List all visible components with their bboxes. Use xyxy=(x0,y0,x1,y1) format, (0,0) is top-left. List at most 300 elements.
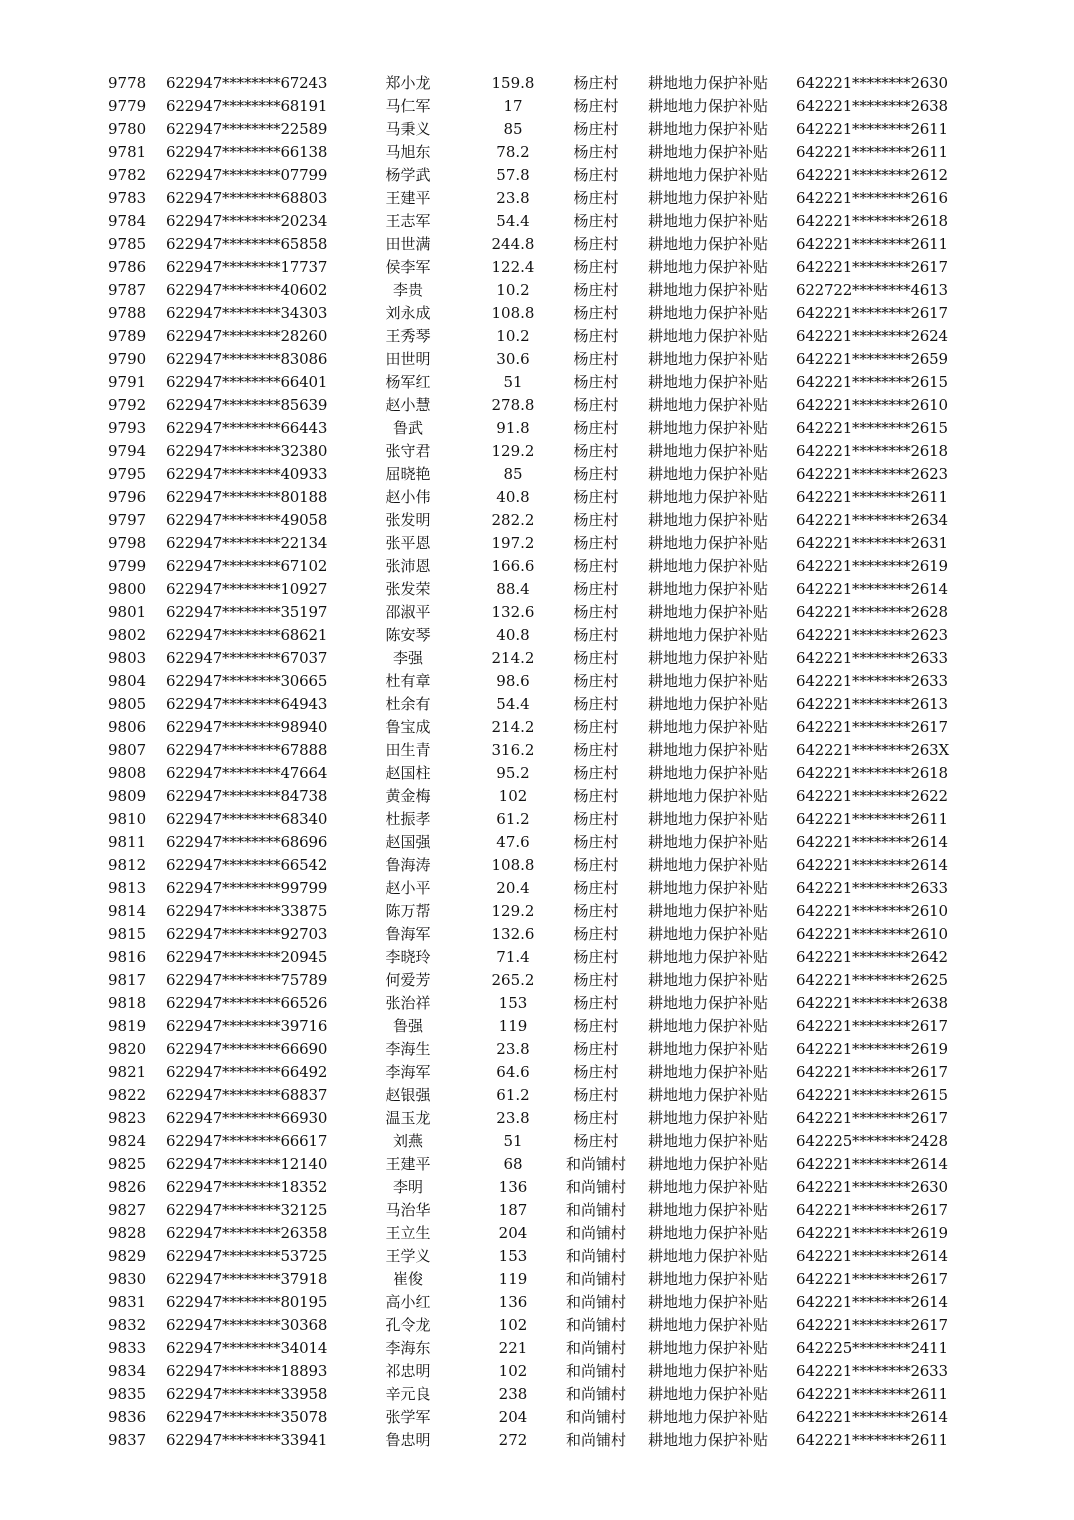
bank-account: 622947********12140 xyxy=(166,1155,328,1173)
subsidy-type: 耕地地力保护补贴 xyxy=(647,465,768,483)
bank-account: 622947********30368 xyxy=(166,1316,328,1334)
table-row xyxy=(0,1199,1074,1222)
serial-number: 9825 xyxy=(108,1155,147,1173)
village: 杨庄村 xyxy=(573,580,619,598)
subsidy-type: 耕地地力保护补贴 xyxy=(647,304,768,322)
subsidy-amount: 214.2 xyxy=(491,718,535,736)
id-number: 642221********2615 xyxy=(796,1086,948,1104)
bank-account: 622947********66542 xyxy=(166,856,328,874)
subsidy-type: 耕地地力保护补贴 xyxy=(647,97,768,115)
subsidy-amount: 204 xyxy=(498,1408,528,1426)
serial-number: 9826 xyxy=(108,1178,147,1196)
bank-account: 622947********40602 xyxy=(166,281,328,299)
bank-account: 622947********84738 xyxy=(166,787,328,805)
subsidy-type: 耕地地力保护补贴 xyxy=(647,1339,768,1357)
bank-account: 622947********83086 xyxy=(166,350,328,368)
recipient-name: 李海军 xyxy=(385,1063,431,1081)
bank-account: 622947********18352 xyxy=(166,1178,328,1196)
recipient-name: 崔俊 xyxy=(392,1270,423,1288)
subsidy-type: 耕地地力保护补贴 xyxy=(647,948,768,966)
subsidy-amount: 51 xyxy=(503,373,523,391)
subsidy-amount: 102 xyxy=(498,1316,528,1334)
bank-account: 622947********22589 xyxy=(166,120,328,138)
subsidy-amount: 78.2 xyxy=(496,143,530,161)
village: 和尚铺村 xyxy=(565,1362,626,1380)
village: 杨庄村 xyxy=(573,557,619,575)
serial-number: 9793 xyxy=(108,419,147,437)
village: 和尚铺村 xyxy=(565,1385,626,1403)
subsidy-type: 耕地地力保护补贴 xyxy=(647,649,768,667)
id-number: 642221********2623 xyxy=(796,465,948,483)
table-row xyxy=(0,946,1074,969)
recipient-name: 屈晓艳 xyxy=(385,465,431,483)
table-row xyxy=(0,1360,1074,1383)
village: 和尚铺村 xyxy=(565,1155,626,1173)
id-number: 642221********2614 xyxy=(796,1155,948,1173)
subsidy-amount: 40.8 xyxy=(496,488,530,506)
bank-account: 622947********67037 xyxy=(166,649,328,667)
id-number: 642221********2611 xyxy=(796,1431,948,1449)
serial-number: 9834 xyxy=(108,1362,147,1380)
id-number: 642221********2611 xyxy=(796,235,948,253)
subsidy-type: 耕地地力保护补贴 xyxy=(647,971,768,989)
serial-number: 9829 xyxy=(108,1247,147,1265)
recipient-name: 王秀琴 xyxy=(385,327,431,345)
serial-number: 9794 xyxy=(108,442,147,460)
recipient-name: 王建平 xyxy=(385,189,431,207)
subsidy-amount: 132.6 xyxy=(491,603,535,621)
id-number: 642221********2638 xyxy=(796,994,948,1012)
subsidy-type: 耕地地力保护补贴 xyxy=(647,1293,768,1311)
table-row xyxy=(0,325,1074,348)
serial-number: 9820 xyxy=(108,1040,147,1058)
recipient-name: 张学军 xyxy=(385,1408,431,1426)
subsidy-amount: 17 xyxy=(503,97,523,115)
subsidy-type: 耕地地力保护补贴 xyxy=(647,74,768,92)
serial-number: 9801 xyxy=(108,603,147,621)
table-row xyxy=(0,831,1074,854)
serial-number: 9778 xyxy=(108,74,147,92)
id-number: 642221********2638 xyxy=(796,97,948,115)
village: 杨庄村 xyxy=(573,1109,619,1127)
recipient-name: 温玉龙 xyxy=(385,1109,431,1127)
serial-number: 9791 xyxy=(108,373,147,391)
table-row xyxy=(0,555,1074,578)
serial-number: 9811 xyxy=(108,833,147,851)
bank-account: 622947********66526 xyxy=(166,994,328,1012)
recipient-name: 李明 xyxy=(392,1178,423,1196)
id-number: 642225********2411 xyxy=(796,1339,948,1357)
recipient-name: 王立生 xyxy=(385,1224,431,1242)
village: 杨庄村 xyxy=(573,649,619,667)
recipient-name: 马仁军 xyxy=(385,97,431,115)
id-number: 642221********2611 xyxy=(796,143,948,161)
subsidy-amount: 71.4 xyxy=(496,948,530,966)
serial-number: 9785 xyxy=(108,235,147,253)
village: 杨庄村 xyxy=(573,511,619,529)
village: 杨庄村 xyxy=(573,396,619,414)
table-row xyxy=(0,900,1074,923)
recipient-name: 鲁武 xyxy=(392,419,423,437)
village: 杨庄村 xyxy=(573,879,619,897)
village: 杨庄村 xyxy=(573,994,619,1012)
id-number: 642221********263X xyxy=(796,741,949,759)
bank-account: 622947********34303 xyxy=(166,304,328,322)
subsidy-amount: 10.2 xyxy=(496,281,530,299)
id-number: 642221********2634 xyxy=(796,511,948,529)
subsidy-type: 耕地地力保护补贴 xyxy=(647,1362,768,1380)
bank-account: 622947********28260 xyxy=(166,327,328,345)
serial-number: 9827 xyxy=(108,1201,147,1219)
id-number: 642221********2614 xyxy=(796,856,948,874)
subsidy-amount: 23.8 xyxy=(496,1109,530,1127)
recipient-name: 赵国柱 xyxy=(385,764,431,782)
table-row xyxy=(0,187,1074,210)
bank-account: 622947********66401 xyxy=(166,373,328,391)
table-row xyxy=(0,440,1074,463)
subsidy-amount: 54.4 xyxy=(496,212,530,230)
bank-account: 622947********68621 xyxy=(166,626,328,644)
subsidy-amount: 88.4 xyxy=(496,580,530,598)
recipient-name: 张沛恩 xyxy=(385,557,431,575)
village: 杨庄村 xyxy=(573,603,619,621)
serial-number: 9784 xyxy=(108,212,147,230)
id-number: 642221********2619 xyxy=(796,557,948,575)
id-number: 642221********2633 xyxy=(796,1362,948,1380)
recipient-name: 何爱芳 xyxy=(385,971,431,989)
recipient-name: 李海东 xyxy=(385,1339,431,1357)
recipient-name: 张发明 xyxy=(385,511,431,529)
id-number: 642221********2614 xyxy=(796,580,948,598)
subsidy-amount: 102 xyxy=(498,1362,528,1380)
table-row xyxy=(0,302,1074,325)
village: 杨庄村 xyxy=(573,281,619,299)
table-row xyxy=(0,1015,1074,1038)
id-number: 642221********2633 xyxy=(796,672,948,690)
table-row xyxy=(0,1222,1074,1245)
bank-account: 622947********47664 xyxy=(166,764,328,782)
subsidy-type: 耕地地力保护补贴 xyxy=(647,994,768,1012)
village: 杨庄村 xyxy=(573,350,619,368)
village: 杨庄村 xyxy=(573,235,619,253)
subsidy-amount: 316.2 xyxy=(491,741,535,759)
bank-account: 622947********68803 xyxy=(166,189,328,207)
recipient-name: 陈万帮 xyxy=(385,902,431,920)
subsidy-amount: 68 xyxy=(503,1155,523,1173)
subsidy-type: 耕地地力保护补贴 xyxy=(647,327,768,345)
subsidy-type: 耕地地力保护补贴 xyxy=(647,626,768,644)
village: 杨庄村 xyxy=(573,925,619,943)
subsidy-type: 耕地地力保护补贴 xyxy=(647,511,768,529)
id-number: 642221********2618 xyxy=(796,442,948,460)
table-row xyxy=(0,601,1074,624)
village: 和尚铺村 xyxy=(565,1247,626,1265)
bank-account: 622947********32125 xyxy=(166,1201,328,1219)
serial-number: 9810 xyxy=(108,810,147,828)
serial-number: 9828 xyxy=(108,1224,147,1242)
bank-account: 622947********34014 xyxy=(166,1339,328,1357)
subsidy-type: 耕地地力保护补贴 xyxy=(647,1063,768,1081)
recipient-name: 鲁海军 xyxy=(385,925,431,943)
serial-number: 9783 xyxy=(108,189,147,207)
table-row xyxy=(0,509,1074,532)
bank-account: 622947********65858 xyxy=(166,235,328,253)
subsidy-amount: 136 xyxy=(498,1293,528,1311)
subsidy-type: 耕地地力保护补贴 xyxy=(647,925,768,943)
id-number: 642221********2613 xyxy=(796,695,948,713)
subsidy-amount: 30.6 xyxy=(496,350,530,368)
bank-account: 622947********40933 xyxy=(166,465,328,483)
subsidy-type: 耕地地力保护补贴 xyxy=(647,1040,768,1058)
recipient-name: 田生青 xyxy=(385,741,431,759)
serial-number: 9796 xyxy=(108,488,147,506)
id-number: 642221********2614 xyxy=(796,1293,948,1311)
subsidy-type: 耕地地力保护补贴 xyxy=(647,672,768,690)
bank-account: 622947********33875 xyxy=(166,902,328,920)
table-row xyxy=(0,164,1074,187)
subsidy-amount: 272 xyxy=(498,1431,528,1449)
id-number: 642221********2617 xyxy=(796,304,948,322)
subsidy-amount: 214.2 xyxy=(491,649,535,667)
village: 和尚铺村 xyxy=(565,1224,626,1242)
table-row xyxy=(0,923,1074,946)
table-row xyxy=(0,693,1074,716)
recipient-name: 王志军 xyxy=(385,212,431,230)
bank-account: 622947********66930 xyxy=(166,1109,328,1127)
bank-account: 622947********67102 xyxy=(166,557,328,575)
recipient-name: 孔令龙 xyxy=(385,1316,431,1334)
id-number: 642221********2623 xyxy=(796,626,948,644)
table-row xyxy=(0,463,1074,486)
bank-account: 622947********49058 xyxy=(166,511,328,529)
serial-number: 9831 xyxy=(108,1293,147,1311)
id-number: 642221********2624 xyxy=(796,327,948,345)
table-row xyxy=(0,118,1074,141)
serial-number: 9806 xyxy=(108,718,147,736)
id-number: 642221********2617 xyxy=(796,1201,948,1219)
village: 杨庄村 xyxy=(573,1132,619,1150)
table-row xyxy=(0,969,1074,992)
serial-number: 9814 xyxy=(108,902,147,920)
id-number: 642221********2614 xyxy=(796,833,948,851)
serial-number: 9830 xyxy=(108,1270,147,1288)
village: 和尚铺村 xyxy=(565,1339,626,1357)
bank-account: 622947********66690 xyxy=(166,1040,328,1058)
bank-account: 622947********68340 xyxy=(166,810,328,828)
recipient-name: 赵银强 xyxy=(385,1086,431,1104)
bank-account: 622947********33941 xyxy=(166,1431,328,1449)
village: 杨庄村 xyxy=(573,97,619,115)
subsidy-amount: 85 xyxy=(503,465,523,483)
village: 杨庄村 xyxy=(573,258,619,276)
serial-number: 9802 xyxy=(108,626,147,644)
subsidy-type: 耕地地力保护补贴 xyxy=(647,902,768,920)
recipient-name: 侯李军 xyxy=(385,258,431,276)
table-row xyxy=(0,1383,1074,1406)
subsidy-amount: 132.6 xyxy=(491,925,535,943)
table-row xyxy=(0,72,1074,95)
id-number: 642221********2610 xyxy=(796,396,948,414)
bank-account: 622947********30665 xyxy=(166,672,328,690)
serial-number: 9789 xyxy=(108,327,147,345)
subsidy-type: 耕地地力保护补贴 xyxy=(647,1431,768,1449)
village: 杨庄村 xyxy=(573,741,619,759)
subsidy-type: 耕地地力保护补贴 xyxy=(647,120,768,138)
recipient-name: 邵淑平 xyxy=(385,603,431,621)
village: 杨庄村 xyxy=(573,166,619,184)
id-number: 642221********2618 xyxy=(796,764,948,782)
id-number: 642221********2633 xyxy=(796,649,948,667)
subsidy-type: 耕地地力保护补贴 xyxy=(647,350,768,368)
table-row xyxy=(0,1107,1074,1130)
table-row xyxy=(0,1291,1074,1314)
subsidy-amount: 57.8 xyxy=(496,166,530,184)
subsidy-amount: 98.6 xyxy=(496,672,530,690)
table-row xyxy=(0,647,1074,670)
village: 杨庄村 xyxy=(573,1086,619,1104)
table-row xyxy=(0,95,1074,118)
table-row xyxy=(0,371,1074,394)
table-row xyxy=(0,762,1074,785)
bank-account: 622947********67243 xyxy=(166,74,328,92)
subsidy-type: 耕地地力保护补贴 xyxy=(647,1408,768,1426)
id-number: 642221********2615 xyxy=(796,419,948,437)
subsidy-amount: 51 xyxy=(503,1132,523,1150)
table-row xyxy=(0,1176,1074,1199)
bank-account: 622947********85639 xyxy=(166,396,328,414)
serial-number: 9781 xyxy=(108,143,147,161)
serial-number: 9809 xyxy=(108,787,147,805)
id-number: 642221********2633 xyxy=(796,879,948,897)
id-number: 642221********2619 xyxy=(796,1224,948,1242)
bank-account: 622947********64943 xyxy=(166,695,328,713)
subsidy-amount: 197.2 xyxy=(491,534,535,552)
id-number: 642221********2631 xyxy=(796,534,948,552)
serial-number: 9782 xyxy=(108,166,147,184)
id-number: 642221********2619 xyxy=(796,1040,948,1058)
village: 杨庄村 xyxy=(573,971,619,989)
subsidy-amount: 129.2 xyxy=(491,902,535,920)
serial-number: 9803 xyxy=(108,649,147,667)
serial-number: 9817 xyxy=(108,971,147,989)
id-number: 642221********2611 xyxy=(796,1385,948,1403)
village: 杨庄村 xyxy=(573,718,619,736)
bank-account: 622947********98940 xyxy=(166,718,328,736)
bank-account: 622947********53725 xyxy=(166,1247,328,1265)
village: 和尚铺村 xyxy=(565,1408,626,1426)
subsidy-amount: 61.2 xyxy=(496,1086,530,1104)
bank-account: 622947********20945 xyxy=(166,948,328,966)
id-number: 642225********2428 xyxy=(796,1132,948,1150)
subsidy-amount: 238 xyxy=(498,1385,528,1403)
village: 杨庄村 xyxy=(573,74,619,92)
bank-account: 622947********20234 xyxy=(166,212,328,230)
id-number: 642221********2628 xyxy=(796,603,948,621)
serial-number: 9800 xyxy=(108,580,147,598)
bank-account: 622947********80188 xyxy=(166,488,328,506)
bank-account: 622947********35078 xyxy=(166,1408,328,1426)
subsidy-type: 耕地地力保护补贴 xyxy=(647,419,768,437)
subsidy-amount: 221 xyxy=(498,1339,528,1357)
subsidy-amount: 108.8 xyxy=(491,856,535,874)
bank-account: 622947********66443 xyxy=(166,419,328,437)
subsidy-type: 耕地地力保护补贴 xyxy=(647,1132,768,1150)
subsidy-type: 耕地地力保护补贴 xyxy=(647,1155,768,1173)
table-row xyxy=(0,808,1074,831)
table-row xyxy=(0,1153,1074,1176)
recipient-name: 马旭东 xyxy=(385,143,431,161)
id-number: 642221********2617 xyxy=(796,1063,948,1081)
village: 杨庄村 xyxy=(573,672,619,690)
subsidy-type: 耕地地力保护补贴 xyxy=(647,1017,768,1035)
subsidy-type: 耕地地力保护补贴 xyxy=(647,1109,768,1127)
bank-account: 622947********68837 xyxy=(166,1086,328,1104)
recipient-name: 王建平 xyxy=(385,1155,431,1173)
subsidy-type: 耕地地力保护补贴 xyxy=(647,879,768,897)
id-number: 642221********2630 xyxy=(796,74,948,92)
recipient-name: 赵小平 xyxy=(385,879,431,897)
id-number: 642221********2612 xyxy=(796,166,948,184)
subsidy-type: 耕地地力保护补贴 xyxy=(647,1385,768,1403)
subsidy-type: 耕地地力保护补贴 xyxy=(647,787,768,805)
recipient-name: 陈安琴 xyxy=(385,626,431,644)
id-number: 642221********2616 xyxy=(796,189,948,207)
subsidy-amount: 54.4 xyxy=(496,695,530,713)
recipient-name: 辛元良 xyxy=(385,1385,431,1403)
village: 杨庄村 xyxy=(573,442,619,460)
serial-number: 9808 xyxy=(108,764,147,782)
recipient-name: 鲁宝成 xyxy=(385,718,431,736)
table-row xyxy=(0,1337,1074,1360)
subsidy-type: 耕地地力保护补贴 xyxy=(647,695,768,713)
subsidy-table xyxy=(0,72,1074,1452)
subsidy-amount: 119 xyxy=(498,1270,528,1288)
subsidy-type: 耕地地力保护补贴 xyxy=(647,833,768,851)
serial-number: 9823 xyxy=(108,1109,147,1127)
serial-number: 9837 xyxy=(108,1431,147,1449)
village: 杨庄村 xyxy=(573,327,619,345)
subsidy-amount: 119 xyxy=(498,1017,528,1035)
table-row xyxy=(0,348,1074,371)
table-row xyxy=(0,1061,1074,1084)
table-row xyxy=(0,1084,1074,1107)
subsidy-type: 耕地地力保护补贴 xyxy=(647,1178,768,1196)
serial-number: 9812 xyxy=(108,856,147,874)
serial-number: 9816 xyxy=(108,948,147,966)
table-row xyxy=(0,877,1074,900)
subsidy-type: 耕地地力保护补贴 xyxy=(647,442,768,460)
village: 和尚铺村 xyxy=(565,1178,626,1196)
recipient-name: 张守君 xyxy=(385,442,431,460)
serial-number: 9805 xyxy=(108,695,147,713)
recipient-name: 高小红 xyxy=(385,1293,431,1311)
id-number: 642221********2617 xyxy=(796,718,948,736)
id-number: 642221********2610 xyxy=(796,925,948,943)
subsidy-type: 耕地地力保护补贴 xyxy=(647,488,768,506)
serial-number: 9815 xyxy=(108,925,147,943)
recipient-name: 祁忠明 xyxy=(385,1362,431,1380)
recipient-name: 张治祥 xyxy=(385,994,431,1012)
table-row xyxy=(0,1130,1074,1153)
recipient-name: 田世明 xyxy=(385,350,431,368)
village: 杨庄村 xyxy=(573,695,619,713)
subsidy-type: 耕地地力保护补贴 xyxy=(647,281,768,299)
subsidy-type: 耕地地力保护补贴 xyxy=(647,1270,768,1288)
recipient-name: 赵小慧 xyxy=(385,396,431,414)
subsidy-type: 耕地地力保护补贴 xyxy=(647,856,768,874)
recipient-name: 李强 xyxy=(392,649,423,667)
id-number: 642221********2617 xyxy=(796,1316,948,1334)
